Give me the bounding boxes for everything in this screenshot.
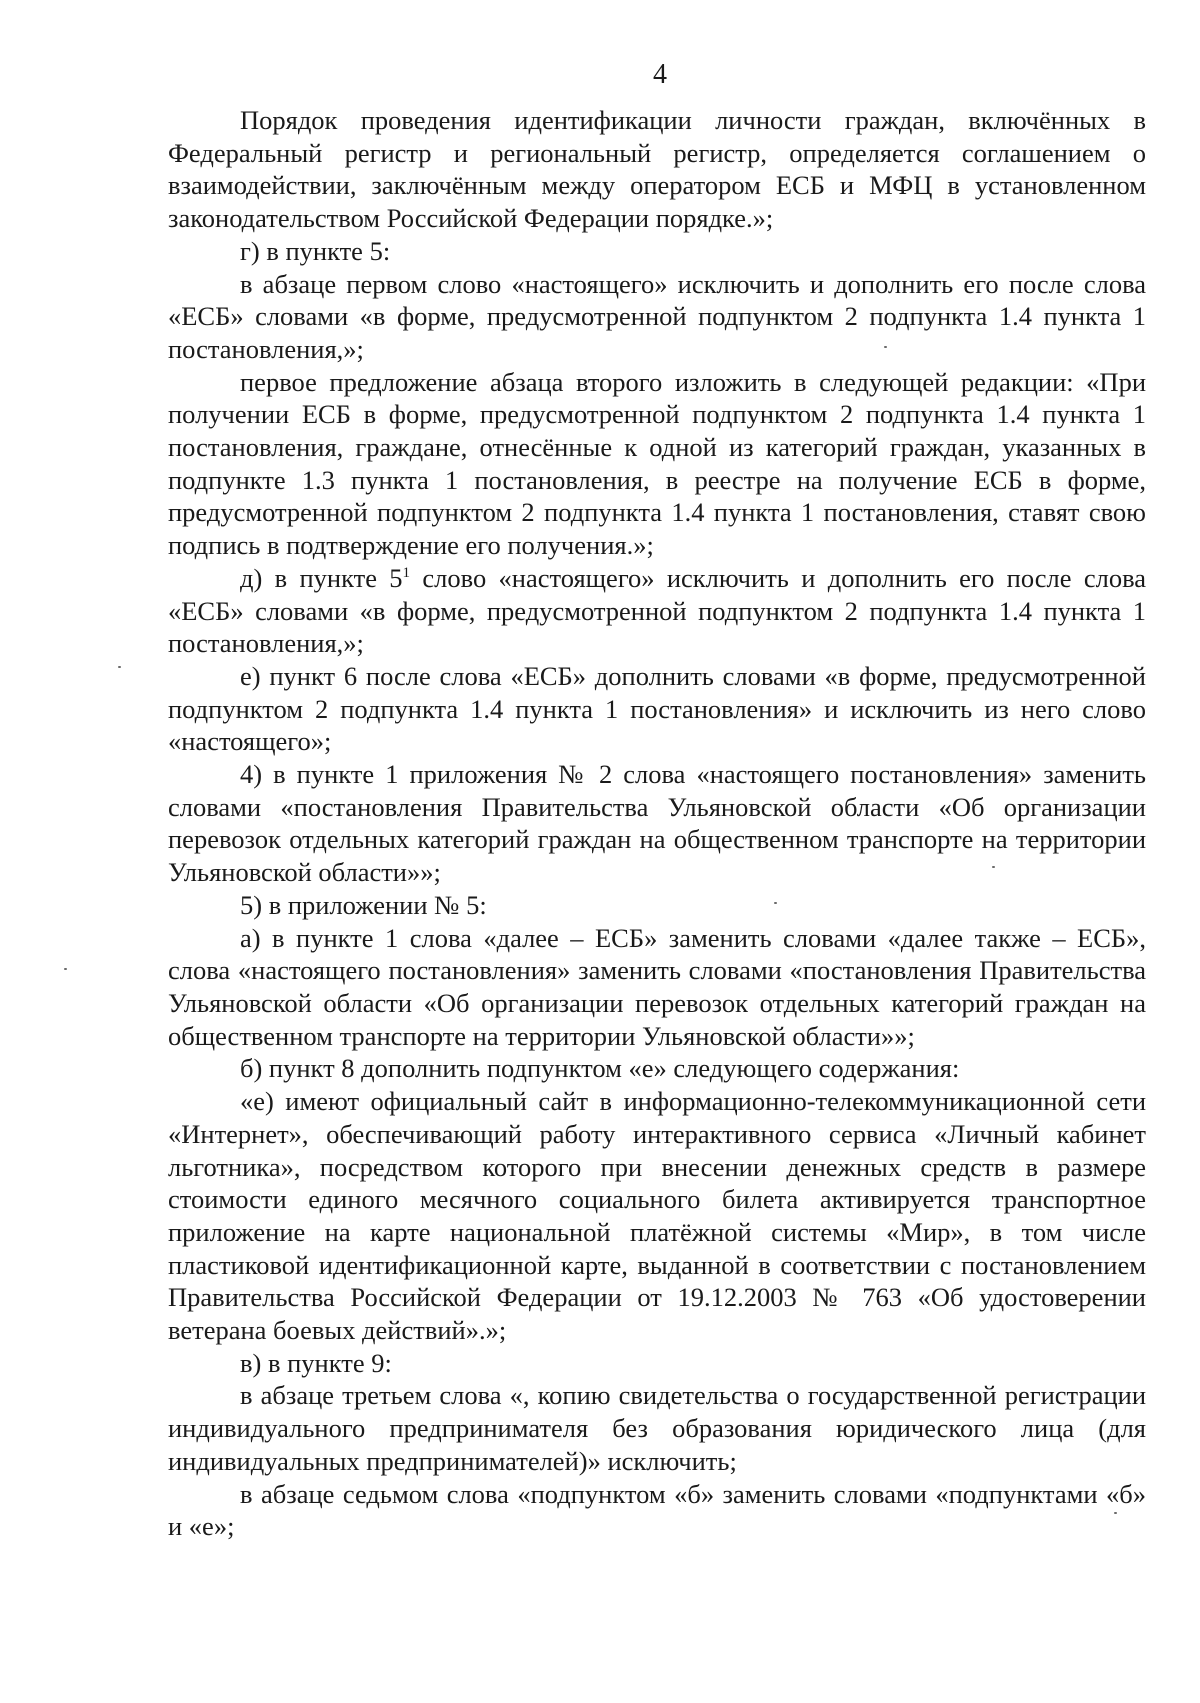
paragraph-third-abzac: в абзаце третьем слова «, копию свидетельства о государственной регистрации индивидуального предпринимателя без образования юридического лица (для индивидуальных предпринимателей)» исключить; xyxy=(168,1380,1146,1476)
superscript-marker: 1 xyxy=(402,565,411,582)
scan-speck xyxy=(992,866,995,868)
paragraph-g-point-5: г) в пункте 5: xyxy=(240,235,391,266)
paragraph-identification-procedure: Порядок проведения идентификации личности граждан, включённых в Федеральный регистр и региональный регистр, определяется соглашением о взаимодействии, заключённым между оператором ЕСБ и МФЦ в установленном законодательством Российской Федерации порядке.»; xyxy=(168,105,1146,234)
paragraph-d-point-5-1 xyxy=(168,562,1146,660)
paragraph-v-point-9: в) в пункте 9: xyxy=(240,1347,392,1378)
paragraph-e-official-site: «е) имеют официальный сайт в информационно-телекоммуникационной сети «Интернет», обеспечивающий работу интерактивного сервиса «Личный кабинет льготника», посредством которого при внесении денежных средств в размере стоимости единого месячного социального билета активируется транспортное приложение на карте национальной платёжной системы «Мир», в том числе пластиковой идентификационной карте, выданной в соответствии с постановлением Правительства Российской Федерации от 19.12.2003 № 763 «Об удостоверении ветерана боевых действий».»; xyxy=(168,1086,1146,1346)
paragraph-d-text-after: слово «настоящего» исключить и дополнить его после слова «ЕСБ» словами «в форме, предусмотренной подпунктом 2 подпункта 1.4 пункта 1 постановления,»; xyxy=(168,562,1146,659)
paragraph-a-point-1: а) в пункте 1 слова «далее – ЕСБ» заменить словами «далее также – ЕСБ», слова «настоящего постановления» заменить словами «постановления Правительства Ульяновской области «Об организации перевозок отдельных категорий граждан на общественном транспорте на территории Ульяновской области»»; xyxy=(168,922,1146,1051)
paragraph-e-point-6: е) пункт 6 после слова «ЕСБ» дополнить словами «в форме, предусмотренной подпунктом 2 подпункта 1.4 пункта 1 постановления» и исключить из него слово «настоящего»; xyxy=(168,660,1146,757)
scan-speck xyxy=(1114,1512,1117,1514)
scan-speck xyxy=(64,968,67,970)
paragraph-d-text-before: д) в пункте 5 xyxy=(240,562,403,593)
page-number: 4 xyxy=(653,59,667,90)
paragraph-seventh-abzac: в абзаце седьмом слова «подпунктом «б» заменить словами «подпунктами «б» и «е»; xyxy=(168,1478,1146,1542)
scan-speck xyxy=(118,666,121,668)
document-body xyxy=(168,104,1146,1543)
paragraph-first-sentence-second-abzac: первое предложение абзаца второго изложить в следующей редакции: «При получении ЕСБ в форме, предусмотренной подпунктом 2 подпункта 1.4 пункта 1 постановления, граждане, отнесённые к одной из категорий граждан, указанных в подпункте 1.3 пункта 1 постановления, в реестре на получение ЕСБ в форме, предусмотренной подпунктом 2 подпункта 1.4 пункта 1 постановления, ставят свою подпись в подтверждение его получения.»; xyxy=(168,366,1146,561)
paragraph-first-abzac: в абзаце первом слово «настоящего» исключить и дополнить его после слова «ЕСБ» словами «в форме, предусмотренной подпунктом 2 подпункта 1.4 пункта 1 постановления,»; xyxy=(168,268,1146,364)
scan-speck xyxy=(774,902,777,904)
paragraph-4-appendix-2: 4) в пункте 1 приложения № 2 слова «настоящего постановления» заменить словами «постановления Правительства Ульяновской области «Об организации перевозок отдельных категорий граждан на общественном транспорте на территории Ульяновской области»»; xyxy=(168,759,1146,888)
scan-speck xyxy=(884,346,887,348)
paragraph-5-appendix-5: 5) в приложении № 5: xyxy=(240,889,487,920)
paragraph-b-point-8: б) пункт 8 дополнить подпунктом «е» следующего содержания: xyxy=(240,1053,960,1084)
